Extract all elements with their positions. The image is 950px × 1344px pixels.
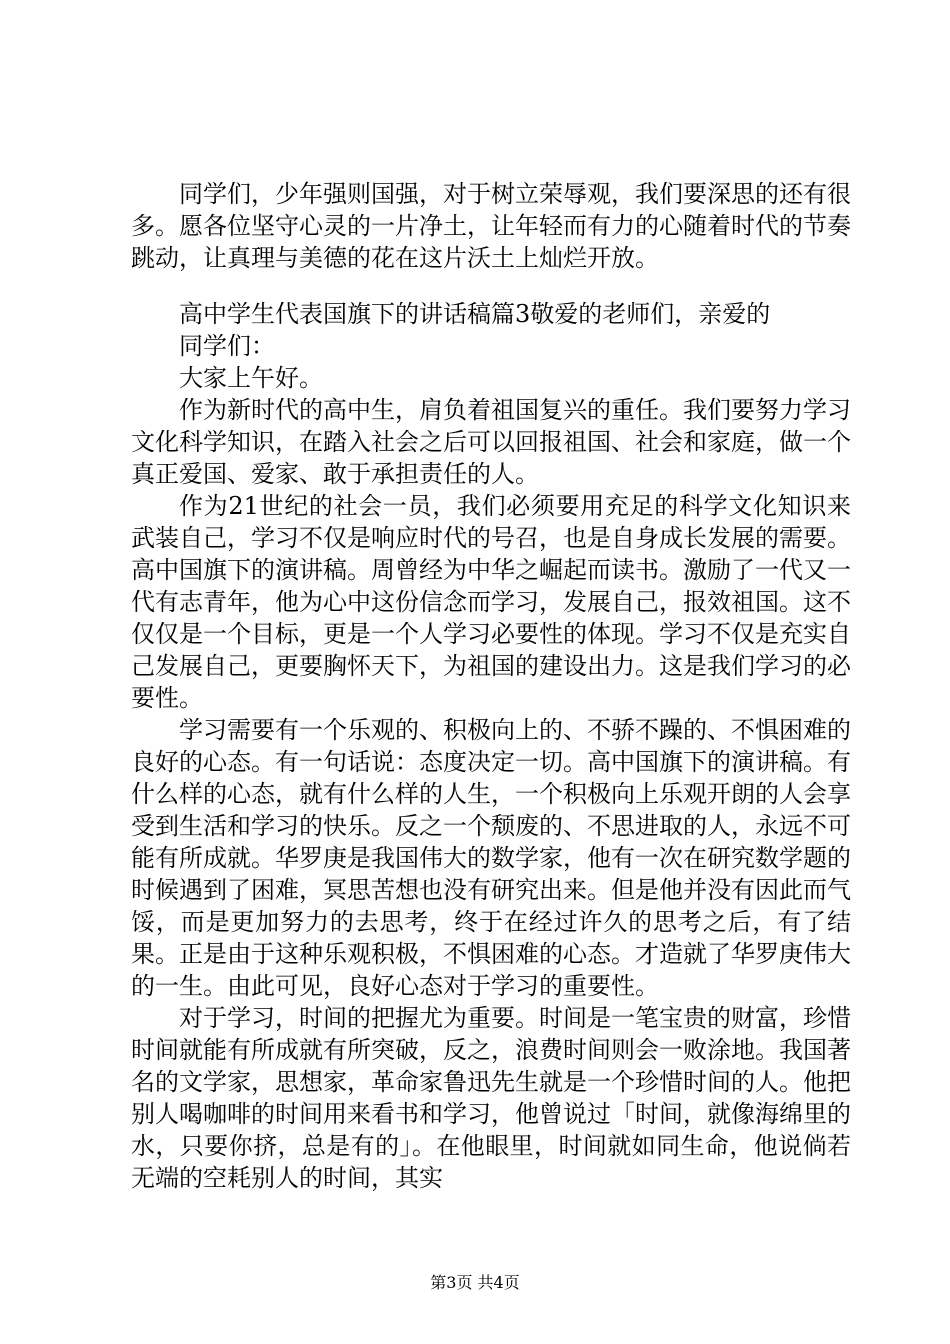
speech-heading-line-1: 高中学生代表国旗下的讲话稿篇3敬爱的老师们，亲爱的 [179,300,771,328]
paragraph: 作为21世纪的社会一员，我们必须要用充足的科学文化知识来武装自己，学习不仅是响应时代的号召，也是自身成长发展的需要。高中国旗下的演讲稿。周曾经为中华之崛起而读书。激励了一代又一代有志青年，他为心中这份信念而学习，发展自己，报效祖国。这不仅仅是一个目标，更是一个人学习必要性的体现。学习不仅是充实自己发展自己，更要胸怀天下，为祖国的建设出力。这是我们学习的必要性。 [131,492,851,712]
paragraph: 同学们，少年强则国强，对于树立荣辱观，我们要深思的还有很多。愿各位坚守心灵的一片净土，让年轻而有力的心随着时代的节奏跳动，让真理与美德的花在这片沃土上灿烂开放。 [131,180,851,272]
paragraph: 对于学习，时间的把握尤为重要。时间是一笔宝贵的财富，珍惜时间就能有所成就有所突破，反之，浪费时间则会一败涂地。我国著名的文学家，思想家，革命家鲁迅先生就是一个珍惜时间的人。他把别人喝咖啡的时间用来看书和学习，他曾说过「时间，就像海绵里的水，只要你挤，总是有的」。在他眼里，时间就如同生命，他说倘若无端的空耗别人的时间，其实 [131,1004,851,1192]
page-number-footer: 第3页 共4页 [430,1273,520,1292]
closing-section [131,178,851,274]
speech-heading-line-2: 同学们： [179,332,275,360]
paragraph: 学习需要有一个乐观的、积极向上的、不骄不躁的、不惧困难的良好的心态。有一句话说：态度决定一切。高中国旗下的演讲稿。有什么样的心态，就有什么样的人生，一个积极向上乐观开朗的人会享受到生活和学习的快乐。反之一个颓废的、不思进取的人，永远不可能有所成就。华罗庚是我国伟大的数学家，他有一次在研究数学题的时候遇到了困难，冥思苦想也没有研究出来。但是他并没有因此而气馁，而是更加努力的去思考，终于在经过许久的思考之后，有了结果。正是由于这种乐观积极，不惧困难的心态。才造就了华罗庚伟大的一生。由此可见，良好心态对于学习的重要性。 [131,716,851,1000]
speech-section [131,298,851,1194]
greeting: 大家上午好。 [179,364,323,392]
paragraph: 作为新时代的高中生，肩负着祖国复兴的重任。我们要努力学习文化科学知识，在踏入社会之后可以回报祖国、社会和家庭，做一个真正爱国、爱家、敢于承担责任的人。 [131,396,851,488]
